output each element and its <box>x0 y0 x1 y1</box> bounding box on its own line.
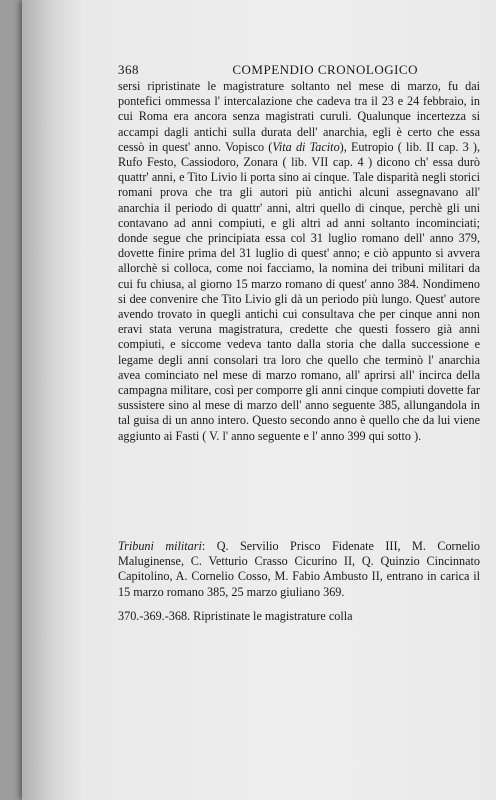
paragraph-next-entry <box>118 609 480 624</box>
page-number: 368 <box>118 62 139 77</box>
paragraph-text-part-1: sersi ripristinate le magistrature soltanto nel mese di marzo, fu dai pontefici ommessa l' intercalazione che cadeva tra il 23 e 24 febbraio, in cui Roma era ancora senza magistrati curuli. Qualunque incertezza si accampi dagli antichi sulla durata dell' anarchia, egli è certo che essa cessò in quest' anno. Vopisco ( <box>118 79 480 154</box>
paragraph-tribuni-militari <box>118 539 480 600</box>
citation-vita-di-tacito: Vita di Tacito <box>272 139 340 154</box>
paragraph-text-part-2: ), Eutropio ( lib. II cap. 3 ), Rufo Festo, Cassiodoro, Zonara ( lib. VII cap. 4 ) dicono ch' essa durò quattr' anni, e Tito Livio li porta sino ai cinque. Tale disparità negli storici romani prova che tra gli autori più antichi alcuni assegnavano all' anarchia il periodo di quattr' anni, altri quello di cinque, perchè gli uni contavano ad anni compiuti, e gli altri ad anni soltanto incominciati; donde segue che principiata essa col 31 luglio romano dell' anno 379, dovette finire prima del 31 luglio di quest' anno; e ciò appunto si avvera allorchè si colloca, come noi facciamo, la nomina dei tribuni militari da cui fu chiusa, al giorno 15 marzo romano di quest' anno 384. Nondimeno si dee convenire che Tito Livio gli dà un periodo più lungo. Quest' autore avendo trovato in quegli antichi cui consultava che per cinque anni non eravi stata veruna magistratura, credette che questi fossero già anni compiuti, e siccome vedeva tanto dalla storia che dalla successione e legame degli anni consolari tra loro che quello che terminò l' anarchia avea cominciato nel mese di marzo romano, all' aprirsi all' incirca della campagna militare, così per comporre gli anni cinque compiuti dovette far sussistere sino al mese di marzo dell' anno seguente 385, allungandola in tal guisa di un anno intero. Questo secondo anno è quello che da lui viene aggiunto ai Fasti ( V. l' anno seguente e l' anno 399 qui sotto ). <box>118 139 480 443</box>
running-title: COMPENDIO CRONOLOGICO <box>232 62 418 77</box>
tribuni-militari-label: Tribuni militari <box>118 539 202 553</box>
paragraph-anarchy-discussion <box>118 79 480 444</box>
next-entry-text: 370.-369.-368. Ripristinate le magistrature colla <box>118 609 353 623</box>
page-gutter-shadow <box>22 0 82 800</box>
tribuni-militari-text: : Q. Servilio Prisco Fidenate III, M. Cornelio Maluginense, C. Vetturio Crasso Cicurino II, Q. Quinzio Cincinnato Capitolino, A. Cornelio Cosso, M. Fabio Ambusto II, entrano in carica il 15 marzo romano 385, 25 marzo giuliano 369. <box>118 539 480 599</box>
page-header <box>118 62 478 78</box>
book-page <box>22 0 496 800</box>
